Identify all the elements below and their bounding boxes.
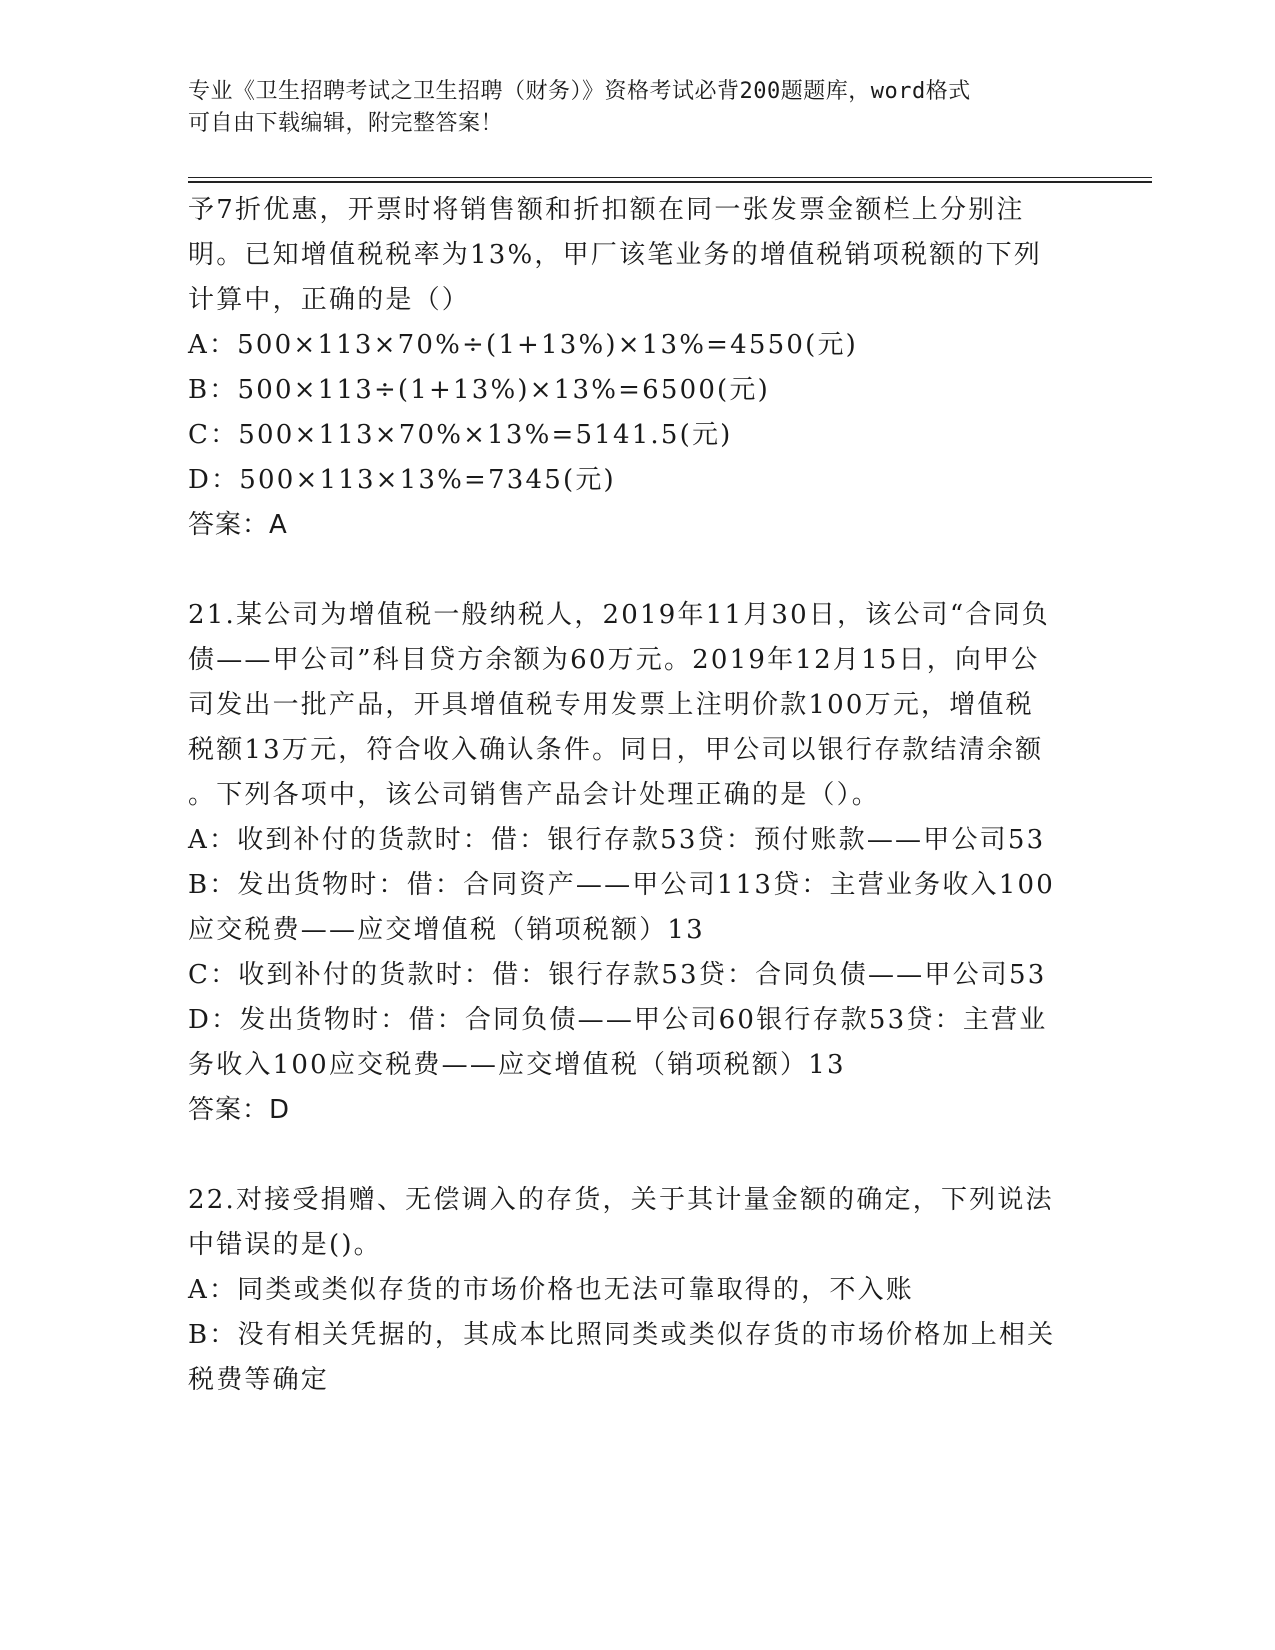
question-stem-line: 税额13万元，符合收入确认条件。同日，甲公司以银行存款结清余额	[188, 735, 1044, 765]
option-b-continued: 应交税费——应交增值税（销项税额）13	[188, 915, 705, 945]
option-c: C：收到补付的货款时：借：银行存款53贷：合同负债——甲公司53	[188, 960, 1047, 990]
question-20	[188, 188, 1078, 548]
option-b: B：500×113÷(1+13%)×13%=6500(元)	[188, 375, 770, 405]
question-stem-line: 予7折优惠，开票时将销售额和折扣额在同一张发票金额栏上分别注	[188, 195, 1025, 225]
question-stem-line: 司发出一批产品，开具增值税专用发票上注明价款100万元，增值税	[188, 690, 1034, 720]
spacer	[188, 548, 1078, 593]
question-stem-line: 计算中，正确的是（）	[188, 285, 471, 315]
option-d-continued: 务收入100应交税费——应交增值税（销项税额）13	[188, 1050, 846, 1080]
question-stem-line: 。下列各项中，该公司销售产品会计处理正确的是（）。	[188, 780, 881, 810]
header-title-line-1: 专业《卫生招聘考试之卫生招聘（财务）》资格考试必背200题题库，word格式	[188, 79, 971, 104]
option-b: B：没有相关凭据的，其成本比照同类或类似存货的市场价格加上相关	[188, 1320, 1056, 1350]
question-stem-line: 中错误的是()。	[188, 1230, 382, 1260]
spacer	[188, 1133, 1078, 1178]
option-b: B：发出货物时：借：合同资产——甲公司113贷：主营业务收入100	[188, 870, 1055, 900]
document-header	[188, 76, 1068, 140]
question-stem-line: 明。已知增值税税率为13%，甲厂该笔业务的增值税销项税额的下列	[188, 240, 1042, 270]
question-stem-line: 债——甲公司”科目贷方余额为60万元。2019年12月15日，向甲公	[188, 645, 1040, 675]
question-22	[188, 1178, 1078, 1403]
option-a: A：同类或类似存货的市场价格也无法可靠取得的，不入账	[188, 1275, 914, 1305]
option-c: C：500×113×70%×13%=5141.5(元)	[188, 420, 733, 450]
option-a: A：收到补付的货款时：借：银行存款53贷：预付账款——甲公司53	[188, 825, 1046, 855]
option-d: D：500×113×13%=7345(元)	[188, 465, 616, 495]
header-divider-thin	[188, 177, 1152, 178]
document-body	[188, 188, 1078, 1403]
option-d: D：发出货物时：借：合同负债——甲公司60银行存款53贷：主营业	[188, 1005, 1048, 1035]
question-stem-line: 21.某公司为增值税一般纳税人，2019年11月30日，该公司“合同负	[188, 600, 1050, 630]
option-a: A：500×113×70%÷(1+13%)×13%=4550(元)	[188, 330, 858, 360]
header-title-line-2: 可自由下载编辑，附完整答案！	[188, 111, 504, 136]
answer-label: 答案：D	[188, 1095, 291, 1125]
answer-label: 答案：A	[188, 510, 288, 540]
option-b-continued: 税费等确定	[188, 1365, 330, 1395]
question-stem-line: 22.对接受捐赠、无偿调入的存货，关于其计量金额的确定，下列说法	[188, 1185, 1054, 1215]
question-21	[188, 593, 1078, 1133]
header-divider-thick	[188, 181, 1152, 183]
